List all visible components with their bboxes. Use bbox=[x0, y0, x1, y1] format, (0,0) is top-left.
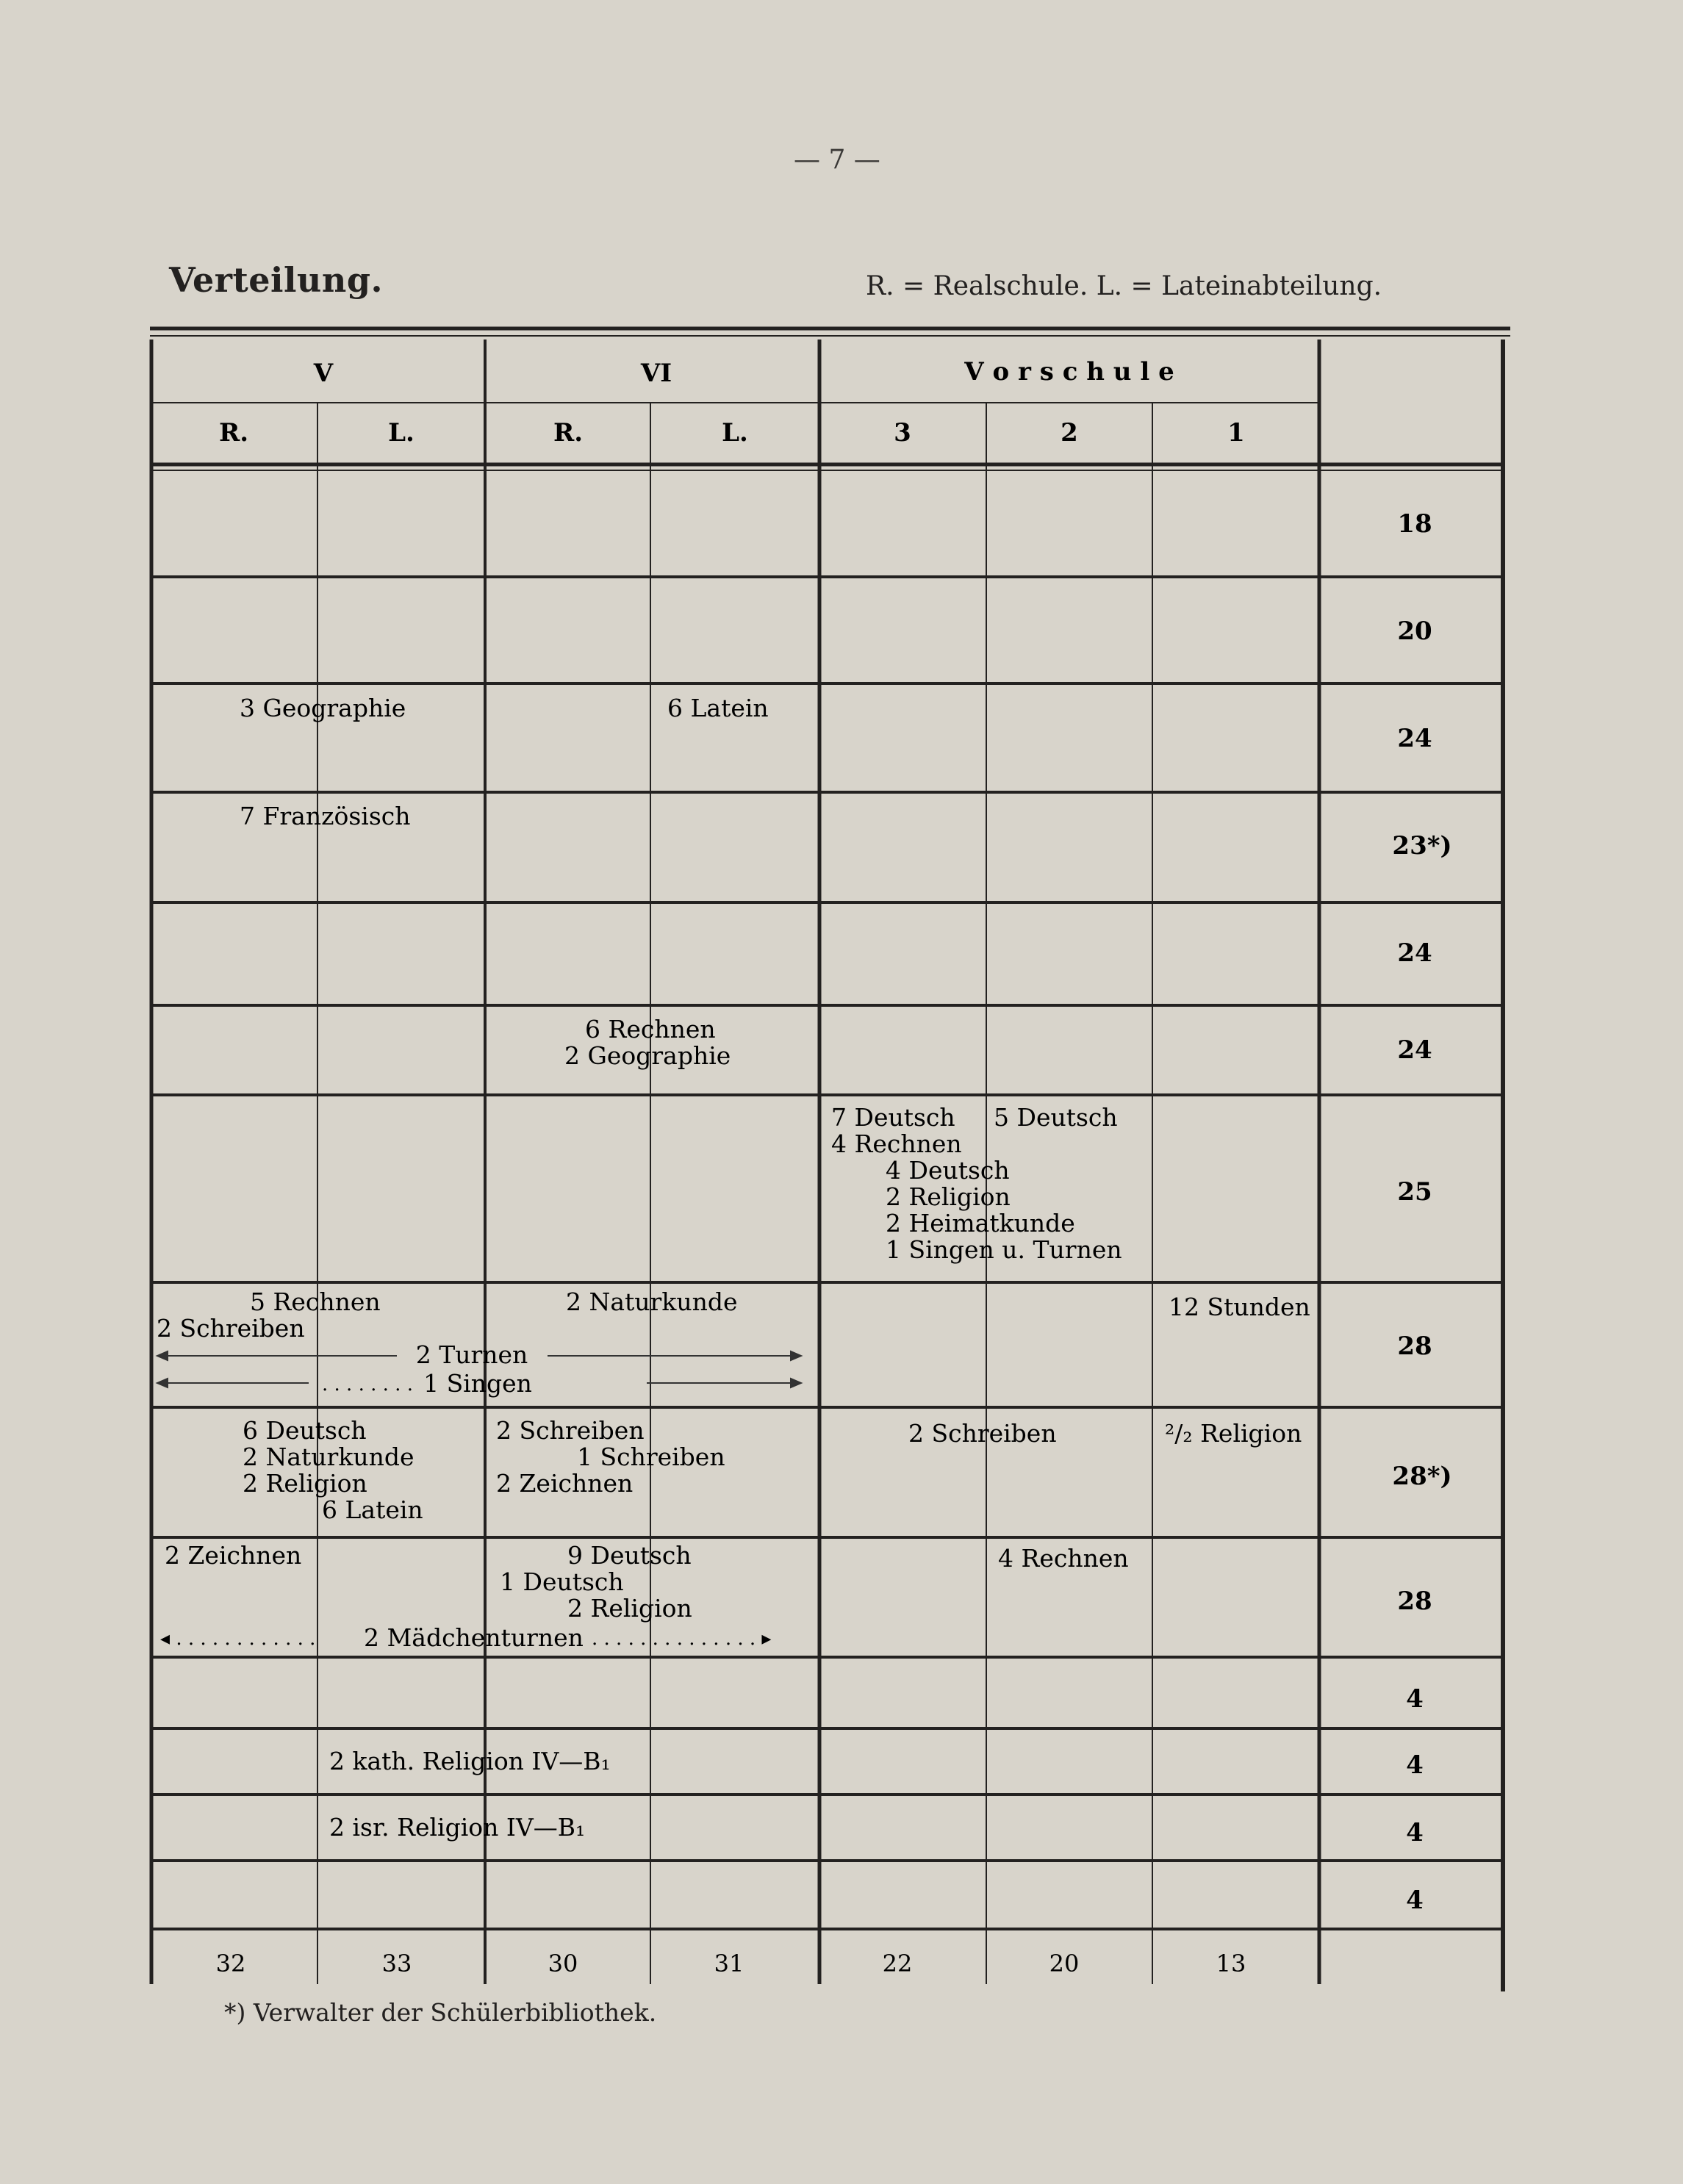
cell-entry: 1 Schreiben bbox=[577, 1443, 725, 1471]
row-total: 24 bbox=[1397, 938, 1432, 968]
row-total: 28 bbox=[1397, 1332, 1432, 1361]
cell-entry: 2 kath. Religion IV—B₁ bbox=[329, 1747, 611, 1775]
header-vorschule-1: 1 bbox=[1227, 418, 1245, 448]
section-heading: Verteilung. bbox=[169, 260, 384, 300]
cell-entry: 2 Religion bbox=[243, 1469, 367, 1498]
column-sum: 30 bbox=[548, 1950, 578, 1978]
column-sum: 31 bbox=[714, 1950, 744, 1978]
cell-entry: 6 Rechnen bbox=[585, 1015, 716, 1043]
row-total: 23*) bbox=[1392, 831, 1452, 861]
cell-entry: 2 Naturkunde bbox=[243, 1443, 415, 1471]
row-total: 24 bbox=[1397, 724, 1432, 753]
header-v-l: L. bbox=[388, 418, 415, 448]
cell-entry: 2 Schreiben bbox=[496, 1416, 645, 1445]
cell-entry: 2 Zeichnen bbox=[496, 1469, 634, 1498]
cell-entry: 2 Naturkunde bbox=[566, 1287, 738, 1316]
cell-entry: 2 Schreiben bbox=[157, 1314, 305, 1343]
cell-entry: 2 Religion bbox=[886, 1182, 1011, 1211]
cell-entry: 7 Deutsch bbox=[831, 1103, 955, 1132]
row-total: 4 bbox=[1406, 1684, 1424, 1714]
column-sum: 20 bbox=[1049, 1950, 1080, 1978]
cell-entry: 4 Deutsch bbox=[886, 1156, 1010, 1185]
cell-entry: 2 Mädchenturnen bbox=[364, 1623, 584, 1652]
header-vi-r: R. bbox=[553, 418, 584, 448]
header-vorschule: V o r s c h u l e bbox=[964, 357, 1174, 387]
page-number: — 7 — bbox=[794, 145, 880, 175]
cell-entry: 1 Deutsch bbox=[500, 1567, 624, 1596]
header-vi: VI bbox=[640, 359, 672, 388]
cell-entry: 2 Geographie bbox=[564, 1041, 731, 1070]
cell-entry: 4 Rechnen bbox=[831, 1129, 962, 1158]
row-total: 4 bbox=[1406, 1818, 1424, 1847]
row-total: 28 bbox=[1397, 1587, 1432, 1616]
cell-entry: ²/₂ Religion bbox=[1165, 1419, 1302, 1448]
cell-entry: 4 Rechnen bbox=[998, 1544, 1129, 1573]
dotted-leader: ◂ . . . . . . . . . . . . bbox=[160, 1628, 316, 1650]
cell-entry: 5 Deutsch bbox=[994, 1103, 1118, 1132]
row-total: 18 bbox=[1397, 509, 1432, 539]
cell-entry: 6 Latein bbox=[322, 1495, 423, 1524]
header-v: V bbox=[313, 359, 334, 388]
header-v-r: R. bbox=[218, 418, 249, 448]
dotted-leader: . . . . . . . . bbox=[322, 1373, 413, 1395]
footnote: *) Verwalter der Schülerbibliothek. bbox=[224, 1998, 657, 2027]
cell-entry: 12 Stunden bbox=[1169, 1293, 1310, 1321]
cell-entry: 2 Zeichnen bbox=[165, 1541, 302, 1570]
cell-entry: 7 Französisch bbox=[240, 802, 411, 830]
cell-entry: 6 Deutsch bbox=[243, 1416, 367, 1445]
header-vi-l: L. bbox=[722, 418, 748, 448]
row-total: 4 bbox=[1406, 1886, 1424, 1915]
cell-entry: 2 Heimatkunde bbox=[886, 1209, 1075, 1238]
cell-entry: 9 Deutsch bbox=[567, 1541, 692, 1570]
abbreviation-legend: R. = Realschule. L. = Lateinabteilung. bbox=[866, 271, 1382, 301]
column-sum: 13 bbox=[1216, 1950, 1246, 1978]
cell-entry: 6 Latein bbox=[667, 694, 769, 722]
header-vorschule-2: 2 bbox=[1061, 418, 1078, 448]
row-total: 20 bbox=[1397, 617, 1432, 646]
row-total: 24 bbox=[1397, 1035, 1432, 1065]
dotted-leader: . . . . . . . . . . . . . . ▸ bbox=[592, 1628, 772, 1650]
column-sum: 32 bbox=[215, 1950, 246, 1978]
row-total: 4 bbox=[1406, 1750, 1424, 1780]
cell-entry: 1 Singen u. Turnen bbox=[886, 1235, 1122, 1264]
cell-entry: 2 Turnen bbox=[415, 1340, 528, 1369]
cell-entry: 2 Religion bbox=[567, 1594, 692, 1623]
cell-entry: 2 isr. Religion IV—B₁ bbox=[329, 1813, 586, 1842]
row-total: 25 bbox=[1397, 1177, 1432, 1207]
header-vorschule-3: 3 bbox=[894, 418, 911, 448]
cell-entry: 5 Rechnen bbox=[250, 1287, 381, 1316]
row-total: 28*) bbox=[1392, 1462, 1452, 1491]
cell-entry: 3 Geographie bbox=[240, 694, 406, 722]
cell-entry: 1 Singen bbox=[423, 1369, 532, 1398]
column-sum: 33 bbox=[381, 1950, 412, 1978]
cell-entry: 2 Schreiben bbox=[908, 1419, 1057, 1448]
column-sum: 22 bbox=[882, 1950, 913, 1978]
